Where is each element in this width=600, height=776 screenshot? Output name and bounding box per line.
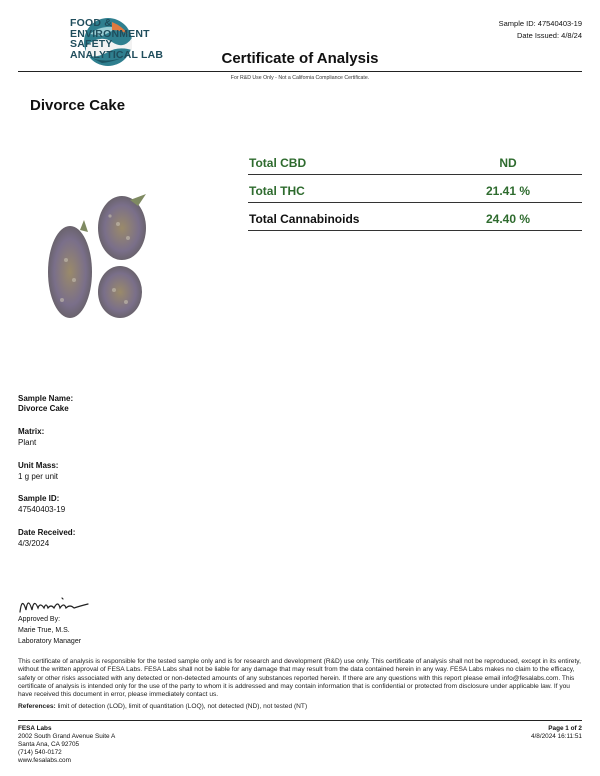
result-row-total-thc (248, 178, 582, 203)
sample-name-value: Divorce Cake (18, 404, 69, 413)
result-label: Total Cannabinoids (249, 212, 360, 226)
result-label: Total THC (249, 184, 305, 198)
references-label: References: (18, 703, 56, 710)
header-sample-id: Sample ID: 47540403-19 (498, 19, 582, 28)
date-received-label: Date Received: (18, 528, 76, 537)
sample-id-value: 47540403-19 (18, 505, 66, 514)
header-date-issued: Date Issued: 4/8/24 (516, 31, 582, 40)
footer-timestamp: 4/8/2024 16:11:51 (530, 733, 582, 740)
approver-name: Marie True, M.S. (18, 627, 70, 634)
date-received-value: 4/3/2024 (18, 539, 50, 548)
footer-company: FESA Labs (18, 725, 52, 732)
references-text: limit of detection (LOD), limit of quantitation (LOQ), not detected (ND), not tested (NT) (55, 703, 308, 710)
unit-mass-value: 1 g per unit (18, 472, 59, 481)
certificate-disclaimer-text: This certificate of analysis is responsible for the tested sample only and is for research and development (R&D) use only. This certificate of analysis shall not be reproduced, except in its entirety, without the written approval of FESA Labs. FESA Labs shall not be liable for any damage that may result from the data contained herein in any way. FESA Labs makes no claim to the efficacy, safety or other risks associated with any detected or non-detected amounts of any substances reported herein. If there are any questions with this report please email info@fesalabs.com. This certificate of analysis is intended only for the use of the party to whom it is addressed and may contain information that is confidential or protected from disclosure under applicable law. If you have received this document in error, please immediately contact us. (18, 658, 581, 699)
footer-website-link[interactable]: www.fesalabs.com (18, 757, 71, 764)
document-title: Certificate of Analysis (221, 50, 379, 67)
result-value: 24.40 % (485, 212, 531, 226)
header-divider (18, 71, 582, 72)
disclaimer: For R&D Use Only - Not a California Compliance Certificate. (230, 75, 370, 81)
references (18, 703, 307, 710)
unit-mass-label: Unit Mass: (18, 461, 59, 470)
result-label: Total CBD (249, 156, 307, 170)
result-row-total-cbd (248, 150, 582, 175)
sample-id-label: Sample ID: (18, 494, 60, 503)
approved-by-label: Approved By: (18, 616, 61, 623)
signature-image (18, 592, 98, 616)
matrix-label: Matrix: (18, 427, 45, 436)
logo-line: ANALYTICAL LAB (70, 48, 164, 61)
result-value: 21.41 % (485, 184, 531, 198)
logo-line: ENVIRONMENT (70, 27, 150, 40)
logo-line: SAFETY (70, 38, 113, 50)
approver-role: Laboratory Manager (18, 638, 82, 645)
result-row-total-cannabinoids (248, 206, 582, 231)
footer-divider (18, 720, 582, 721)
result-value: ND (499, 156, 517, 170)
page-number: Page 1 of 2 (548, 725, 582, 732)
sample-name-label: Sample Name: (18, 394, 74, 403)
footer-page-info (531, 725, 582, 741)
matrix-value: Plant (18, 438, 37, 447)
footer-address (18, 725, 115, 765)
cannabis-bud-photo (40, 180, 160, 330)
footer-address-line: 2002 South Grand Avenue Suite A (18, 733, 116, 740)
footer-phone: (714) 540-0172 (18, 749, 62, 756)
sample-meta (499, 18, 582, 42)
logo-line: FOOD & (70, 17, 113, 29)
product-name: Divorce Cake (30, 97, 126, 114)
footer-address-line: Santa Ana, CA 92705 (18, 741, 80, 748)
